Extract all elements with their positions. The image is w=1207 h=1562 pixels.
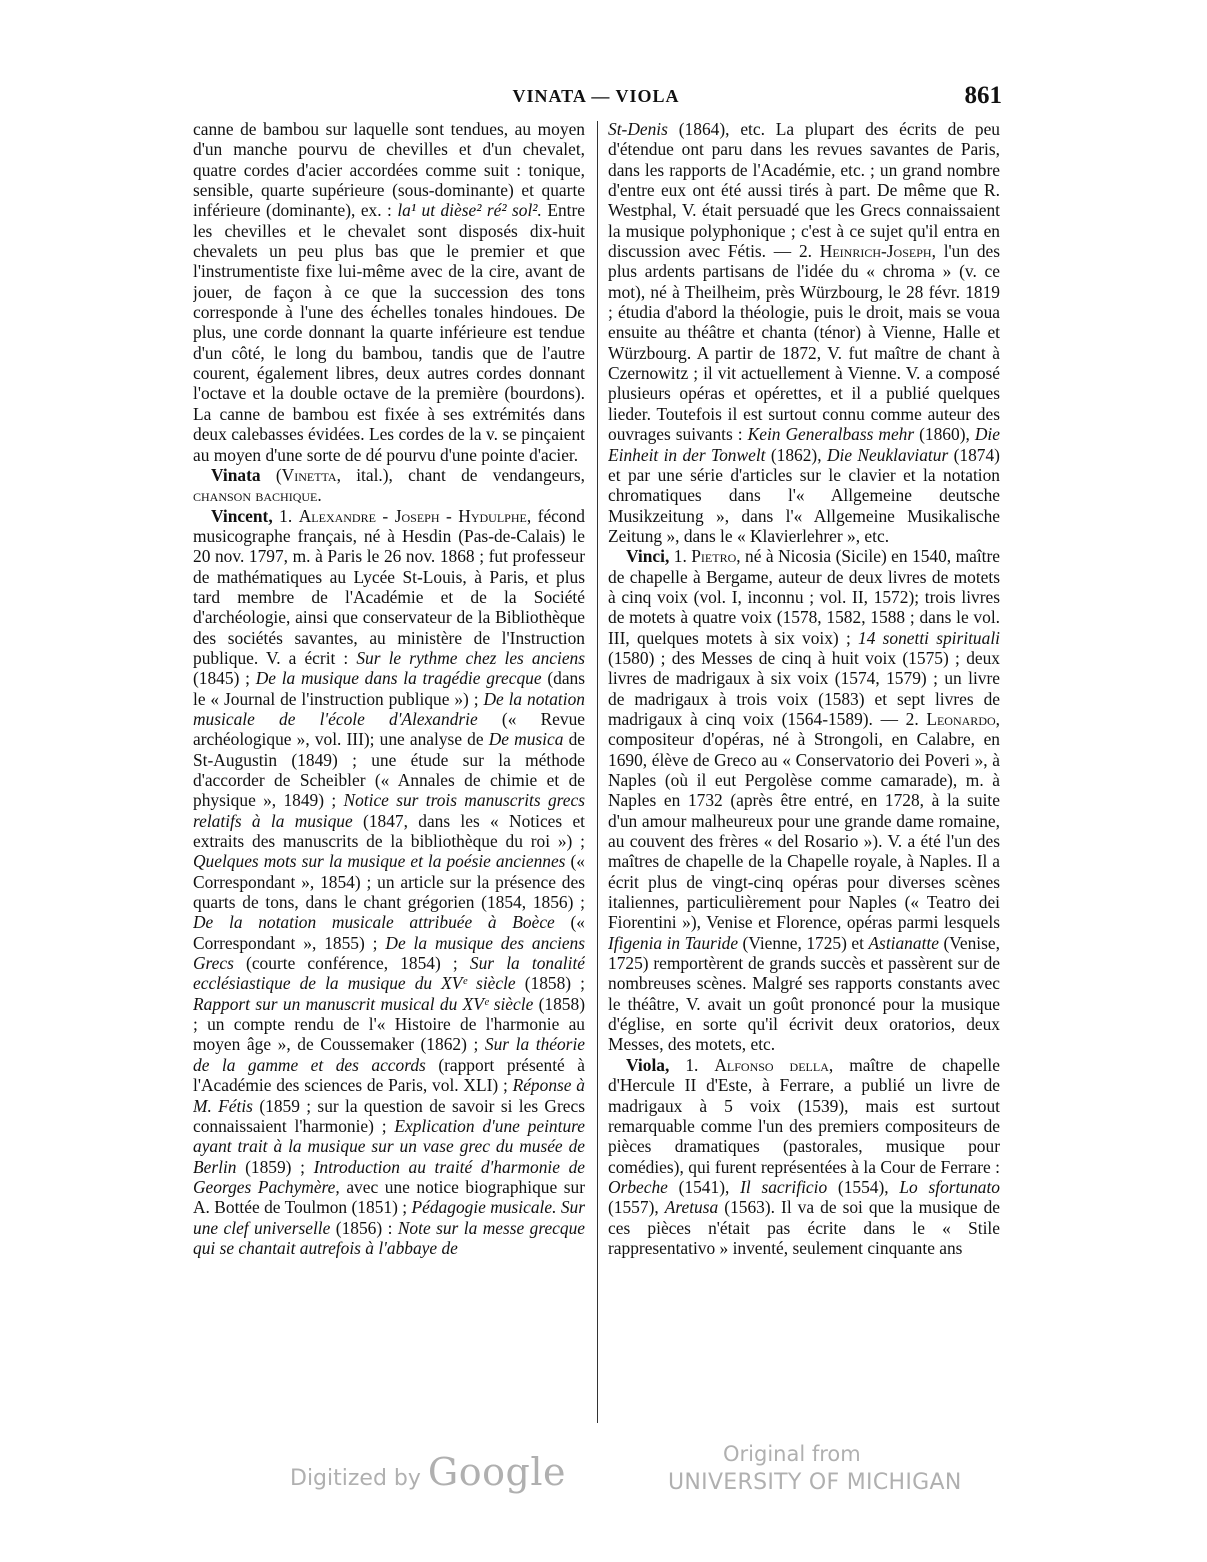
entry-vinata: Vinata (Vinetta, ital.), chant de vendangeurs, chanson bachique. [193,464,585,506]
entry-viola: Viola, 1. Alfonso della, maître de chapelle d'Hercule II d'Este, à Ferrare, a publié un livre de madrigaux à 5 voix (1539), mais est surtout remarquable comme l'un des premiers compositeurs de pièces dramatiques (pastorales, musique pour comédies), qui furent représentées à la Cour de Ferrare : Orbeche (1541), Il sacrificio (1554), Lo sfortunato (1557), Aretusa (1563). Il va de soi que la musique de ces pièces n'était pas écrite dans le « Stile rappresentativo » inventé, seulement cinquante ans [608,1054,1000,1258]
right-column [608,119,1000,1424]
original-from-text: Original from [723,1442,861,1466]
running-head: VINATA — VIOLA [512,86,680,106]
page-header [190,82,1002,116]
entry-vincent: Vincent, 1. Alexandre - Joseph - Hydulphe, fécond musicographe français, né à Hesdin (Pas-de-Calais) le 20 nov. 1797, m. à Paris le 26 nov. 1868 ; fut professeur de mathématiques au Lycée St-Louis, à Paris, et plus tard membre de l'Académie et de la Société d'archéologie, ainsi que conservateur de la Bibliothèque des sociétés savantes, au ministère de l'Instruction publique. V. a écrit : Sur le rythme chez les anciens (1845) ; De la musique dans la tragédie grecque (dans le « Journal de l'instruction publique ») ; De la notation musicale de l'école d'Alexandrie (« Revue archéologique », vol. III); une analyse de De musica de St-Augustin (1849) ; une étude sur la méthode d'accorder de Scheibler (« Annales de chimie et de physique », 1849) ; Notice sur trois manuscrits grecs relatifs à la musique (1847, dans les « Notices et extraits des manuscrits de la bibliothèque du roi ») ; Quelques mots sur la musique et la poésie anciennes (« Correspondant », 1854) ; un article sur la présence des quarts de tons, dans le chant grégorien (1854, 1856) ; De la notation musicale attribuée à Boèce (« Correspondant », 1855) ; De la musique des anciens Grecs (courte conférence, 1854) ; Sur la tonalité ecclésiastique de la musique du XVᵉ siècle (1858) ; Rapport sur un manuscrit musical du XVᵉ siècle (1858) ; un compte rendu de l'« Histoire de l'harmonie au moyen âge », de Coussemaker (1862) ; Sur la théorie de la gamme et des accords (rapport présenté à l'Académie des sciences de Paris, vol. XLI) ; Réponse à M. Fétis (1859 ; sur la question de savoir si les Grecs connaissaient l'harmonie) ; Explication d'une peinture ayant trait à la musique sur un vase grec du musée de Berlin (1859) ; Introduction au traité d'harmonie de Georges Pachymère, avec une notice biographique sur A. Bottée de Toulmon (1851) ; Pédagogie musicale. Sur une clef universelle (1856) : Note sur la messe grecque qui se chantait autrefois à l'abbaye de [193,505,585,1258]
entry-vinci: Vinci, 1. Pietro, né à Nicosia (Sicile) en 1540, maître de chapelle à Bergame, auteur de deux livres de motets à cinq voix (vol. I, inconnu ; vol. II, 1572); trois livres de motets à quatre voix (1578, 1582, 1588 ; dans le vol. III, quelques motets à six voix) ; 14 sonetti spirituali (1580) ; des Messes de cinq à huit voix (1575) ; deux livres de madrigaux à six voix (1574, 1579) ; un livre de madrigaux à trois voix (1583) et sept livres de madrigaux à cinq voix (1564-1589). — 2. Leonardo, compositeur d'opéras, né à Strongoli, en Calabre, en 1690, élève de Greco au « Conservatorio dei Poveri », à Naples (où il eut Pergolèse comme camarade), m. à Naples en 1732 (après être entré, en 1728, à la suite d'un amour malheureux pour une grande dame romaine, au couvent des frères « del Rosario »). V. a été l'un des maîtres de chapelle de la Chapelle royale, à Naples. Il a écrit plus de vingt-cinq opéras pour diverses scènes italiennes, particulièrement pour Naples (« Teatro dei Fiorentini »), Venise et Florence, opéras parmi lesquels Ifigenia in Tauride (Vienne, 1725) et Astianatte (Venise, 1725) remportèrent de grands succès et passèrent sur de nombreuses scènes. Malgré ses rapports constants avec le théâtre, V. avait un goût prononcé pour la musique d'église, en sorte qu'il écrivit deux oratorios, deux Messes, des motets, etc. [608,546,1000,1055]
headword: Vinata [211,464,261,485]
headword: Vincent, [211,505,273,526]
left-column [193,119,585,1424]
column-divider [597,121,598,1423]
university-text: UNIVERSITY OF MICHIGAN [668,1470,962,1495]
text-paragraph: St-Denis (1864), etc. La plupart des écrits de peu d'étendue ont paru dans les revues savantes de Paris, dans les rapports de l'Académie, etc. ; un grand nombre d'entre eux ont été aussi tirés à part. De même que R. Westphal, V. était persuadé que les Grecs connaissaient la musique polyphonique ; c'est à ce sujet qu'il entra en discussion avec Fétis. — 2. Heinrich-Joseph, l'un des plus ardents partisans de l'idée du « chroma » (v. ce mot), né à Theilheim, près Würzbourg, le 28 févr. 1819 ; étudia d'abord la théologie, puis le droit, mais se voua ensuite au théâtre et chanta (ténor) à Vienne, Halle et Würzbourg. A partir de 1872, V. fut maître de chant à Czernowitz ; il vit actuellement à Vienne. V. a composé plusieurs opéras et opérettes, et il a publié quelques lieder. Toutefois il est surtout connu comme auteur des ouvrages suivants : Kein Generalbass mehr (1860), Die Einheit in der Tonwelt (1862), Die Neuklaviatur (1874) et par une série d'articles sur le clavier et la notation chromatiques dans l'« Allgemeine deutsche Musikzeitung », dans l'« Allgemeine Musikalische Zeitung », dans le « Klavierlehrer », etc. [608,119,1000,546]
google-logo: Google [427,1450,566,1494]
digitization-footer [0,1436,1207,1506]
headword: Viola, [626,1054,670,1075]
digitized-by-watermark: Digitized by Google [290,1450,566,1494]
text-paragraph: canne de bambou sur laquelle sont tendues, au moyen d'un manche pourvu de chevilles et d'un chevalet, quatre cordes d'acier accordées comme suit : tonique, sensible, quarte supérieure (sous-dominante) et quarte inférieure (dominante), ex. : la¹ ut dièse² ré² sol². Entre les chevilles et le chevalet sont disposés dix-huit chevalets un peu plus bas que le premier et que l'instrumentiste fixe lui-même avec de la cire, avant de jouer, de façon à ce que la succession des tons corresponde à l'une des échelles tonales hindoues. De plus, une corde donnant la quarte inférieure est tendue d'un côté, le long du bambou, tandis que de l'autre courent, également libres, deux autres cordes donnant l'octave et la double octave de la première (bourdons). La canne de bambou est fixée à ses extrémités dans deux calebasses évidées. Les cordes de la v. se pinçaient au moyen d'une sorte de dé pourvu d'une pointe d'acier. [193,119,585,465]
page-number: 861 [964,82,1002,109]
headword: Vinci, [626,546,670,567]
